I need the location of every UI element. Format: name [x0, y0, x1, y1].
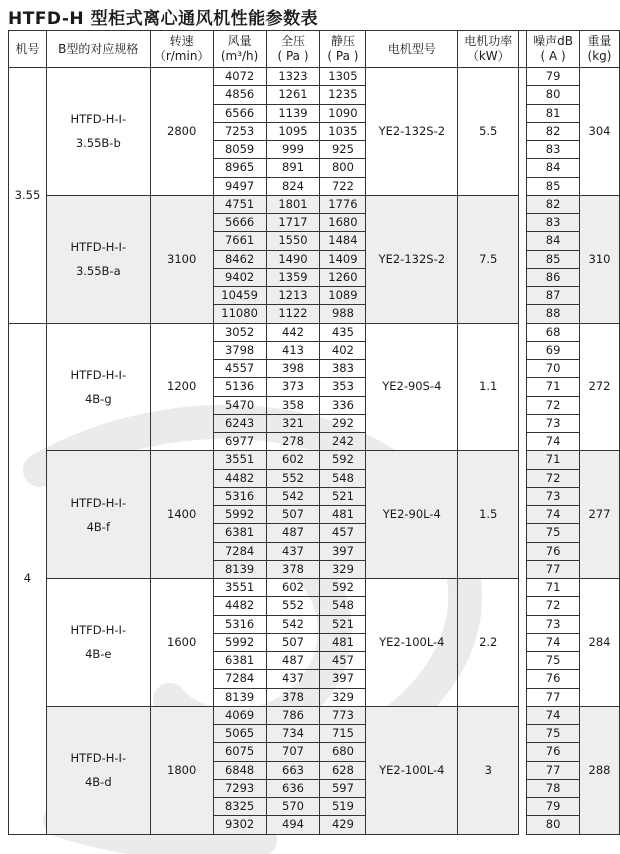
spec-label: HTFD-H-I-	[70, 240, 127, 255]
noise-cell: 73	[527, 487, 580, 505]
spec-cell	[46, 451, 150, 579]
flow-cell: 7661	[213, 232, 266, 250]
flow-cell: 9402	[213, 268, 266, 286]
static-pressure-cell: 715	[320, 725, 366, 743]
total-pressure-cell: 542	[266, 487, 320, 505]
noise-cell: 87	[527, 287, 580, 305]
noise-cell: 74	[527, 506, 580, 524]
noise-cell: 79	[527, 68, 580, 86]
total-pressure-cell: 734	[266, 725, 320, 743]
flow-cell: 4482	[213, 469, 266, 487]
flow-cell: 6977	[213, 433, 266, 451]
total-pressure-cell: 1801	[266, 195, 320, 213]
noise-cell: 85	[527, 250, 580, 268]
speed-cell: 1600	[150, 579, 213, 707]
total-pressure-cell: 1717	[266, 214, 320, 232]
static-pressure-cell: 1409	[320, 250, 366, 268]
total-pressure-cell: 663	[266, 761, 320, 779]
flow-cell: 3551	[213, 451, 266, 469]
header-static-pressure: 静压 ( Pa )	[320, 31, 366, 68]
flow-cell: 6381	[213, 524, 266, 542]
static-pressure-cell: 397	[320, 670, 366, 688]
spec-suffix: 4B-g	[84, 391, 112, 406]
spec-label: HTFD-H-I-	[70, 112, 127, 127]
header-row	[9, 31, 620, 68]
speed-cell: 1200	[150, 323, 213, 451]
static-pressure-cell: 402	[320, 341, 366, 359]
speed-cell: 2800	[150, 68, 213, 196]
static-pressure-cell: 457	[320, 652, 366, 670]
noise-cell: 73	[527, 414, 580, 432]
frame-number: 4	[9, 323, 47, 834]
motor-power-cell: 1.1	[458, 323, 519, 451]
total-pressure-cell: 1139	[266, 104, 320, 122]
total-pressure-cell: 487	[266, 652, 320, 670]
total-pressure-cell: 1490	[266, 250, 320, 268]
gap-cell	[519, 68, 527, 196]
total-pressure-cell: 378	[266, 560, 320, 578]
static-pressure-cell: 548	[320, 597, 366, 615]
noise-cell: 75	[527, 524, 580, 542]
total-pressure-cell: 1359	[266, 268, 320, 286]
static-pressure-cell: 1305	[320, 68, 366, 86]
static-pressure-cell: 383	[320, 360, 366, 378]
weight-cell: 304	[580, 68, 620, 196]
total-pressure-cell: 552	[266, 469, 320, 487]
noise-cell: 76	[527, 743, 580, 761]
flow-cell: 3052	[213, 323, 266, 341]
total-pressure-cell: 398	[266, 360, 320, 378]
flow-cell: 6848	[213, 761, 266, 779]
table-row	[9, 195, 620, 213]
motor-model-cell: YE2-100L-4	[366, 579, 458, 707]
noise-cell: 80	[527, 86, 580, 104]
motor-power-cell: 7.5	[458, 195, 519, 323]
header-gap	[519, 31, 527, 68]
flow-cell: 3798	[213, 341, 266, 359]
static-pressure-cell: 481	[320, 633, 366, 651]
flow-cell: 5136	[213, 378, 266, 396]
static-pressure-cell: 521	[320, 487, 366, 505]
total-pressure-cell: 1122	[266, 305, 320, 323]
total-pressure-cell: 358	[266, 396, 320, 414]
gap-cell	[519, 451, 527, 579]
static-pressure-cell: 429	[320, 816, 366, 834]
static-pressure-cell: 597	[320, 779, 366, 797]
total-pressure-cell: 413	[266, 341, 320, 359]
static-pressure-cell: 1090	[320, 104, 366, 122]
flow-cell: 7284	[213, 542, 266, 560]
noise-cell: 78	[527, 779, 580, 797]
static-pressure-cell: 336	[320, 396, 366, 414]
header-motor-power: 电机功率 （kW）	[458, 31, 519, 68]
static-pressure-cell: 773	[320, 706, 366, 724]
spec-label: HTFD-H-I-	[70, 495, 127, 510]
total-pressure-cell: 487	[266, 524, 320, 542]
flow-cell: 3551	[213, 579, 266, 597]
static-pressure-cell: 519	[320, 798, 366, 816]
total-pressure-cell: 1550	[266, 232, 320, 250]
weight-cell: 284	[580, 579, 620, 707]
total-pressure-cell: 278	[266, 433, 320, 451]
noise-cell: 69	[527, 341, 580, 359]
total-pressure-cell: 494	[266, 816, 320, 834]
static-pressure-cell: 1035	[320, 122, 366, 140]
gap-cell	[519, 195, 527, 323]
flow-cell: 4072	[213, 68, 266, 86]
noise-cell: 75	[527, 725, 580, 743]
flow-cell: 8325	[213, 798, 266, 816]
flow-cell: 5470	[213, 396, 266, 414]
noise-cell: 79	[527, 798, 580, 816]
motor-model-cell: YE2-100L-4	[366, 706, 458, 834]
total-pressure-cell: 1261	[266, 86, 320, 104]
static-pressure-cell: 628	[320, 761, 366, 779]
flow-cell: 8965	[213, 159, 266, 177]
spec-suffix: 3.55B-a	[75, 264, 121, 279]
noise-cell: 83	[527, 141, 580, 159]
flow-cell: 9497	[213, 177, 266, 195]
total-pressure-cell: 707	[266, 743, 320, 761]
motor-model-cell: YE2-132S-2	[366, 195, 458, 323]
noise-cell: 88	[527, 305, 580, 323]
static-pressure-cell: 329	[320, 560, 366, 578]
flow-cell: 4069	[213, 706, 266, 724]
total-pressure-cell: 1323	[266, 68, 320, 86]
static-pressure-cell: 435	[320, 323, 366, 341]
weight-cell: 288	[580, 706, 620, 834]
static-pressure-cell: 242	[320, 433, 366, 451]
static-pressure-cell: 548	[320, 469, 366, 487]
total-pressure-cell: 786	[266, 706, 320, 724]
header-frame-no: 机号	[9, 31, 47, 68]
total-pressure-cell: 321	[266, 414, 320, 432]
noise-cell: 72	[527, 396, 580, 414]
flow-cell: 8139	[213, 688, 266, 706]
static-pressure-cell: 800	[320, 159, 366, 177]
flow-cell: 8139	[213, 560, 266, 578]
flow-cell: 4482	[213, 597, 266, 615]
spec-label: HTFD-H-I-	[70, 751, 127, 766]
gap-cell	[519, 706, 527, 834]
weight-cell: 272	[580, 323, 620, 451]
flow-cell: 4856	[213, 86, 266, 104]
flow-cell: 5666	[213, 214, 266, 232]
speed-cell: 1400	[150, 451, 213, 579]
flow-cell: 7253	[213, 122, 266, 140]
flow-cell: 5065	[213, 725, 266, 743]
static-pressure-cell: 925	[320, 141, 366, 159]
noise-cell: 71	[527, 451, 580, 469]
motor-power-cell: 3	[458, 706, 519, 834]
spec-cell	[46, 195, 150, 323]
noise-cell: 80	[527, 816, 580, 834]
noise-cell: 71	[527, 378, 580, 396]
noise-cell: 74	[527, 633, 580, 651]
total-pressure-cell: 602	[266, 451, 320, 469]
header-speed: 转速 （r/min）	[150, 31, 213, 68]
total-pressure-cell: 542	[266, 615, 320, 633]
spec-suffix: 4B-f	[86, 519, 110, 534]
weight-cell: 277	[580, 451, 620, 579]
gap-cell	[519, 323, 527, 451]
header-noise: 噪声dB ( A )	[527, 31, 580, 68]
spec-cell	[46, 579, 150, 707]
total-pressure-cell: 378	[266, 688, 320, 706]
flow-cell: 7293	[213, 779, 266, 797]
total-pressure-cell: 507	[266, 633, 320, 651]
noise-cell: 84	[527, 159, 580, 177]
noise-cell: 74	[527, 433, 580, 451]
static-pressure-cell: 1260	[320, 268, 366, 286]
total-pressure-cell: 824	[266, 177, 320, 195]
noise-cell: 71	[527, 579, 580, 597]
flow-cell: 5316	[213, 487, 266, 505]
flow-cell: 6381	[213, 652, 266, 670]
table-row	[9, 706, 620, 724]
static-pressure-cell: 292	[320, 414, 366, 432]
table-row	[9, 451, 620, 469]
table-row	[9, 323, 620, 341]
header-weight: 重量 (kg)	[580, 31, 620, 68]
flow-cell: 7284	[213, 670, 266, 688]
noise-cell: 86	[527, 268, 580, 286]
spec-cell	[46, 706, 150, 834]
speed-cell: 3100	[150, 195, 213, 323]
flow-cell: 5992	[213, 633, 266, 651]
static-pressure-cell: 1089	[320, 287, 366, 305]
noise-cell: 77	[527, 560, 580, 578]
noise-cell: 73	[527, 615, 580, 633]
total-pressure-cell: 891	[266, 159, 320, 177]
header-b-spec: B型的对应规格	[46, 31, 150, 68]
noise-cell: 72	[527, 469, 580, 487]
total-pressure-cell: 507	[266, 506, 320, 524]
spec-suffix: 4B-d	[84, 775, 112, 790]
static-pressure-cell: 481	[320, 506, 366, 524]
noise-cell: 81	[527, 104, 580, 122]
flow-cell: 5992	[213, 506, 266, 524]
flow-cell: 5316	[213, 615, 266, 633]
static-pressure-cell: 329	[320, 688, 366, 706]
weight-cell: 310	[580, 195, 620, 323]
noise-cell: 82	[527, 195, 580, 213]
total-pressure-cell: 1213	[266, 287, 320, 305]
total-pressure-cell: 552	[266, 597, 320, 615]
speed-cell: 1800	[150, 706, 213, 834]
static-pressure-cell: 988	[320, 305, 366, 323]
noise-cell: 76	[527, 542, 580, 560]
total-pressure-cell: 442	[266, 323, 320, 341]
static-pressure-cell: 457	[320, 524, 366, 542]
static-pressure-cell: 1484	[320, 232, 366, 250]
static-pressure-cell: 353	[320, 378, 366, 396]
total-pressure-cell: 999	[266, 141, 320, 159]
motor-model-cell: YE2-132S-2	[366, 68, 458, 196]
spec-suffix: 4B-e	[85, 647, 112, 662]
table-row	[9, 579, 620, 597]
spec-cell	[46, 68, 150, 196]
noise-cell: 74	[527, 706, 580, 724]
total-pressure-cell: 373	[266, 378, 320, 396]
noise-cell: 76	[527, 670, 580, 688]
noise-cell: 83	[527, 214, 580, 232]
gap-cell	[519, 579, 527, 707]
flow-cell: 4557	[213, 360, 266, 378]
flow-cell: 9302	[213, 816, 266, 834]
noise-cell: 72	[527, 597, 580, 615]
total-pressure-cell: 602	[266, 579, 320, 597]
noise-cell: 84	[527, 232, 580, 250]
static-pressure-cell: 1235	[320, 86, 366, 104]
noise-cell: 75	[527, 652, 580, 670]
motor-model-cell: YE2-90L-4	[366, 451, 458, 579]
static-pressure-cell: 1776	[320, 195, 366, 213]
static-pressure-cell: 397	[320, 542, 366, 560]
performance-table	[8, 30, 620, 835]
motor-power-cell: 5.5	[458, 68, 519, 196]
static-pressure-cell: 521	[320, 615, 366, 633]
spec-label: HTFD-H-I-	[70, 623, 127, 638]
static-pressure-cell: 722	[320, 177, 366, 195]
page-title: HTFD-H 型柜式离心通风机性能参数表	[8, 9, 319, 29]
noise-cell: 77	[527, 761, 580, 779]
noise-cell: 85	[527, 177, 580, 195]
flow-cell: 8462	[213, 250, 266, 268]
table-row	[9, 68, 620, 86]
motor-power-cell: 1.5	[458, 451, 519, 579]
total-pressure-cell: 437	[266, 670, 320, 688]
flow-cell: 11080	[213, 305, 266, 323]
spec-suffix: 3.55B-b	[75, 136, 121, 151]
spec-label: HTFD-H-I-	[70, 367, 127, 382]
flow-cell: 4751	[213, 195, 266, 213]
static-pressure-cell: 680	[320, 743, 366, 761]
flow-cell: 6243	[213, 414, 266, 432]
motor-model-cell: YE2-90S-4	[366, 323, 458, 451]
noise-cell: 68	[527, 323, 580, 341]
flow-cell: 10459	[213, 287, 266, 305]
spec-cell	[46, 323, 150, 451]
static-pressure-cell: 592	[320, 451, 366, 469]
flow-cell: 6566	[213, 104, 266, 122]
total-pressure-cell: 570	[266, 798, 320, 816]
static-pressure-cell: 592	[320, 579, 366, 597]
noise-cell: 70	[527, 360, 580, 378]
total-pressure-cell: 1095	[266, 122, 320, 140]
header-flow: 风量 (m³/h)	[213, 31, 266, 68]
header-motor-model: 电机型号	[366, 31, 458, 68]
flow-cell: 6075	[213, 743, 266, 761]
noise-cell: 77	[527, 688, 580, 706]
frame-number: 3.55	[9, 68, 47, 324]
total-pressure-cell: 437	[266, 542, 320, 560]
motor-power-cell: 2.2	[458, 579, 519, 707]
noise-cell: 82	[527, 122, 580, 140]
static-pressure-cell: 1680	[320, 214, 366, 232]
header-total-pressure: 全压 ( Pa )	[266, 31, 320, 68]
flow-cell: 8059	[213, 141, 266, 159]
total-pressure-cell: 636	[266, 779, 320, 797]
